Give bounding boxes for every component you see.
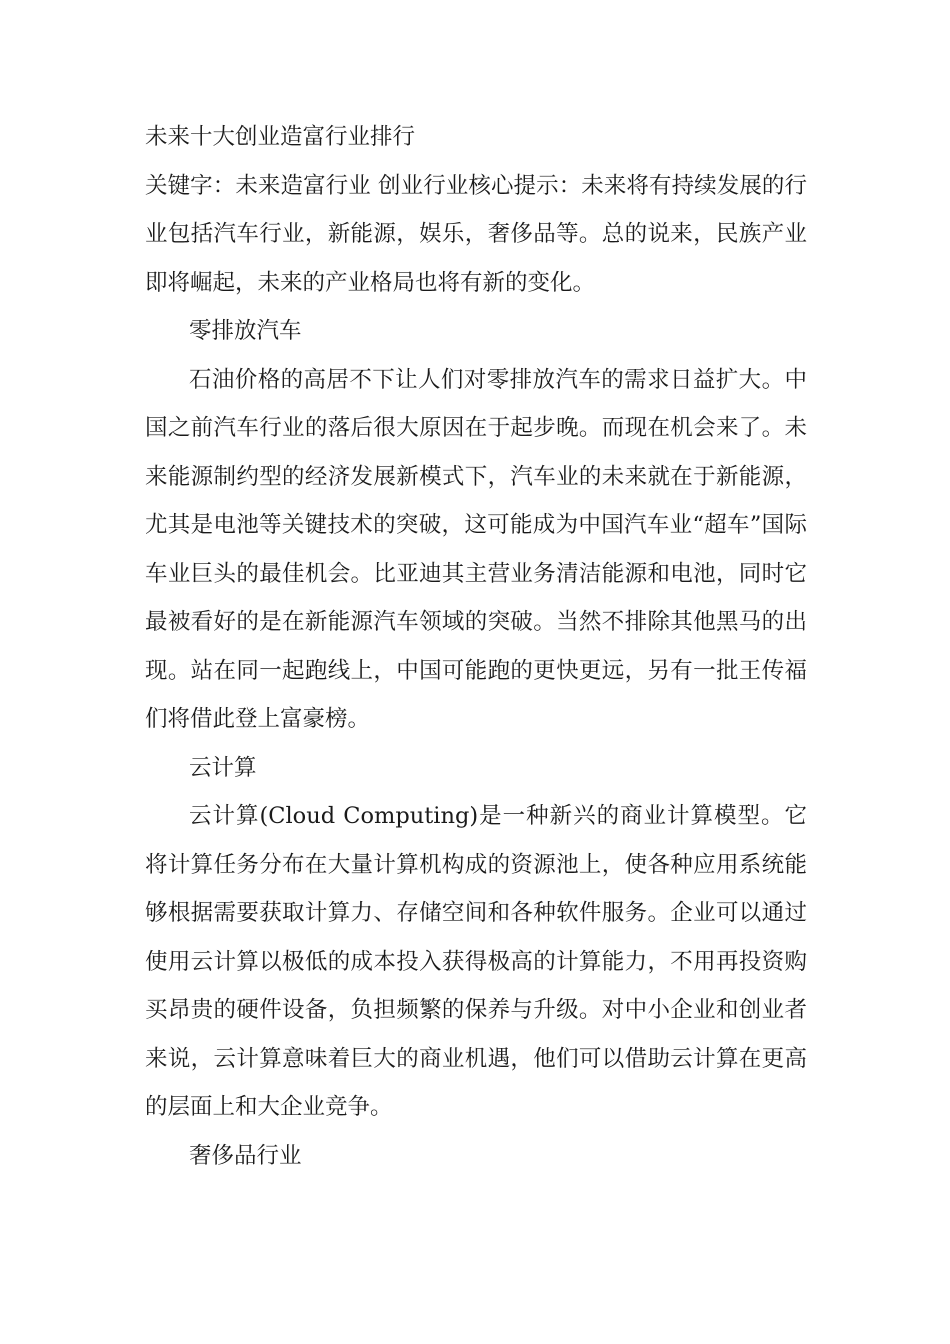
section-body-cloud-computing: 云计算(Cloud Computing)是一种新兴的商业计算模型。它将计算任务分布在大量计算机构成的资源池上，使各种应用系统能够根据需要获取计算力、存储空间和各种软件服务。企业可以通过使用云计算以极低的成本投入获得极高的计算能力，不用再投资购买昂贵的硬件设备，负担频繁的保养与升级。对中小企业和创业者来说，云计算意味着巨大的商业机遇，他们可以借助云计算在更高的层面上和大企业竞争。 — [145, 803, 807, 1120]
section-heading-cloud-computing: 云计算 — [189, 754, 257, 781]
section-heading-luxury-industry: 奢侈品行业 — [189, 1142, 302, 1169]
section-body-zero-emission-cars: 石油价格的高居不下让人们对零排放汽车的需求日益扩大。中国之前汽车行业的落后很大原因在于起步晚。而现在机会来了。未来能源制约型的经济发展新模式下，汽车业的未来就在于新能源，尤其是电池等关键技术的突破，这可能成为中国汽车业“超车”国际车业巨头的最佳机会。比亚迪其主营业务清洁能源和电池，同时它最被看好的是在新能源汽车领域的突破。当然不排除其他黑马的出现。站在同一起跑线上，中国可能跑的更快更远，另有一批王传福们将借此登上富豪榜。 — [145, 366, 807, 732]
keywords-paragraph: 关键字：未来造富行业 创业行业核心提示：未来将有持续发展的行业包括汽车行业，新能源，娱乐，奢侈品等。总的说来，民族产业即将崛起，未来的产业格局也将有新的变化。 — [145, 172, 807, 296]
section-heading-zero-emission-cars: 零排放汽车 — [189, 318, 302, 344]
document-page — [145, 113, 807, 1180]
document-title: 未来十大创业造富行业排行 — [145, 124, 416, 150]
